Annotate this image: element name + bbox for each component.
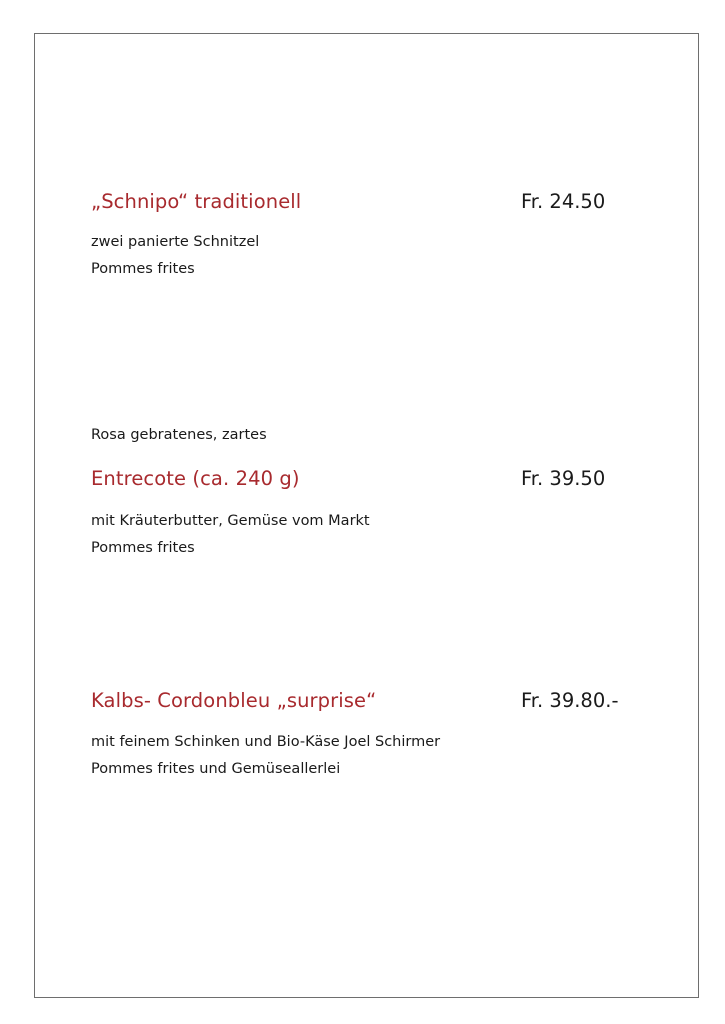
menu-item-title: Entrecote (ca. 240 g) [91,467,300,490]
menu-item-description-line: Pommes frites [91,540,195,556]
menu-item-intro: Rosa gebratenes, zartes [91,427,267,443]
menu-item-description-line: mit Kräuterbutter, Gemüse vom Markt [91,513,370,529]
menu-item-description-line: Pommes frites [91,261,195,277]
menu-item-description-line: zwei panierte Schnitzel [91,234,260,250]
menu-item-price: Fr. 39.80.- [521,689,619,712]
menu-item-price: Fr. 24.50 [521,190,606,213]
menu-item-description-line: mit feinem Schinken und Bio-Käse Joel Schirmer [91,734,441,750]
menu-item-description-line: Pommes frites und Gemüseallerlei [91,761,341,777]
menu-item-price: Fr. 39.50 [521,467,606,490]
menu-item-title: „Schnipo“ traditionell [91,190,302,213]
menu-item-title: Kalbs- Cordonbleu „surprise“ [91,689,377,712]
